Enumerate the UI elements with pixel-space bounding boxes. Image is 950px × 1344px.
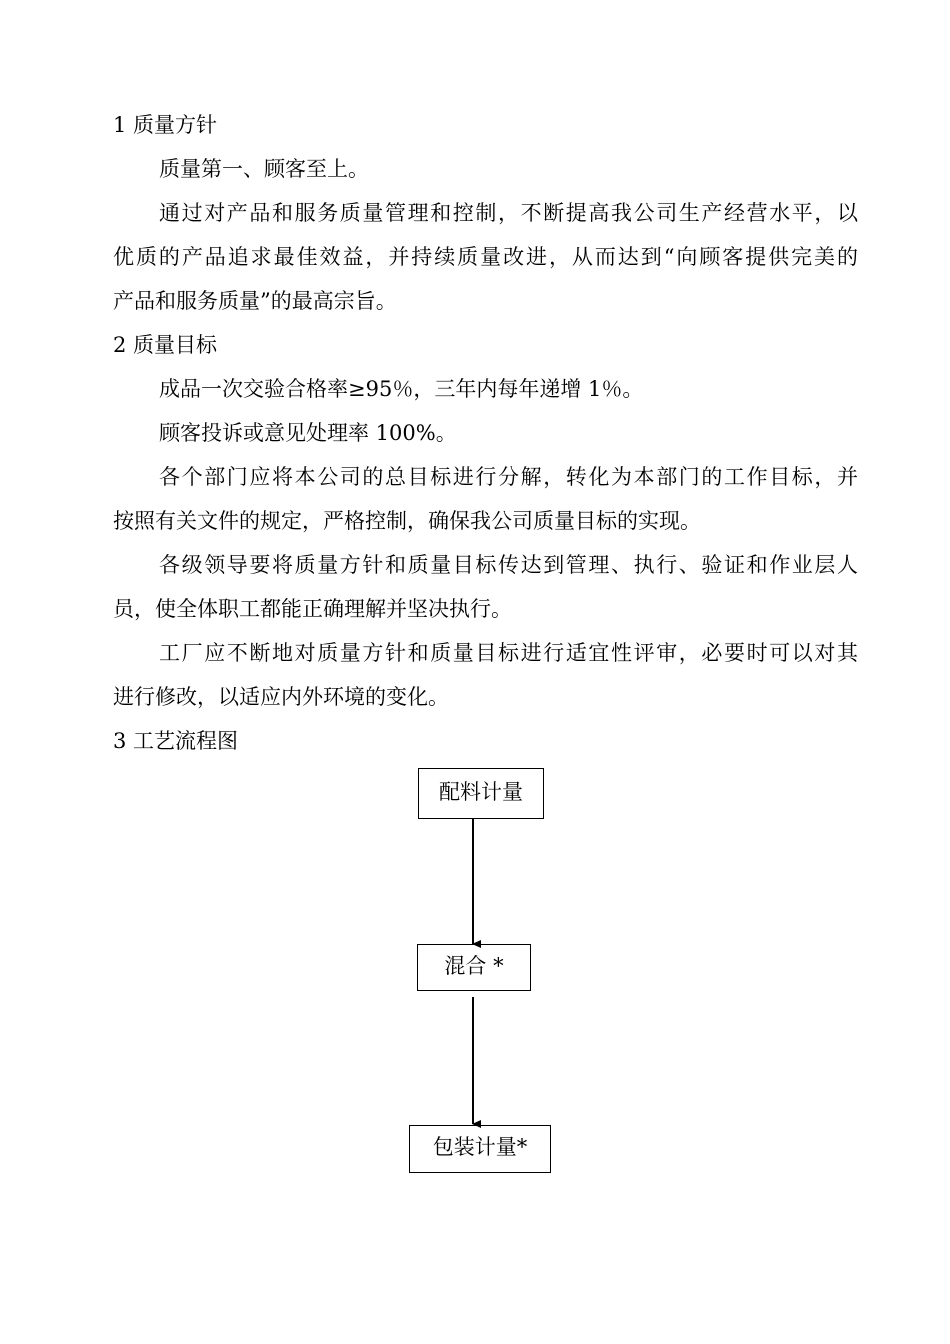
paragraph-line: 顾客投诉或意见处理率 100%。 bbox=[159, 421, 457, 445]
flow-step-label: 包装计量* bbox=[432, 1135, 528, 1159]
flow-step-label: 混合 * bbox=[444, 953, 504, 978]
section-heading-quality-policy: 1 质量方针 bbox=[113, 113, 218, 137]
paragraph-line: 按照有关文件的规定，严格控制，确保我公司质量目标的实现。 bbox=[113, 509, 701, 533]
paragraph-line: 工厂应不断地对质量方针和质量目标进行适宜性评审，必要时可以对其 bbox=[159, 641, 858, 665]
paragraph-line: 员，使全体职工都能正确理解并坚决执行。 bbox=[113, 597, 512, 621]
flow-step-label: 配料计量 bbox=[439, 779, 523, 804]
flow-step-packaging bbox=[409, 1125, 551, 1173]
section-heading-quality-objectives: 2 质量目标 bbox=[113, 333, 218, 357]
flow-step-mixing bbox=[417, 944, 531, 991]
paragraph-line: 进行修改，以适应内外环境的变化。 bbox=[113, 685, 449, 709]
section-heading-process-flowchart: 3 工艺流程图 bbox=[113, 729, 239, 753]
paragraph-line: 产品和服务质量”的最高宗旨。 bbox=[113, 289, 397, 313]
paragraph-line: 通过对产品和服务质量管理和控制，不断提高我公司生产经营水平，以 bbox=[159, 201, 858, 225]
flow-step-batching bbox=[418, 768, 544, 819]
paragraph-line: 质量第一、顾客至上。 bbox=[159, 157, 369, 181]
paragraph-line: 成品一次交验合格率≥95％，三年内每年递增 1％。 bbox=[159, 377, 644, 401]
paragraph-line: 各级领导要将质量方针和质量目标传达到管理、执行、验证和作业层人 bbox=[159, 553, 858, 577]
paragraph-line: 优质的产品追求最佳效益，并持续质量改进，从而达到“向顾客提供完美的 bbox=[113, 245, 858, 269]
paragraph-line: 各个部门应将本公司的总目标进行分解，转化为本部门的工作目标，并 bbox=[159, 465, 858, 489]
